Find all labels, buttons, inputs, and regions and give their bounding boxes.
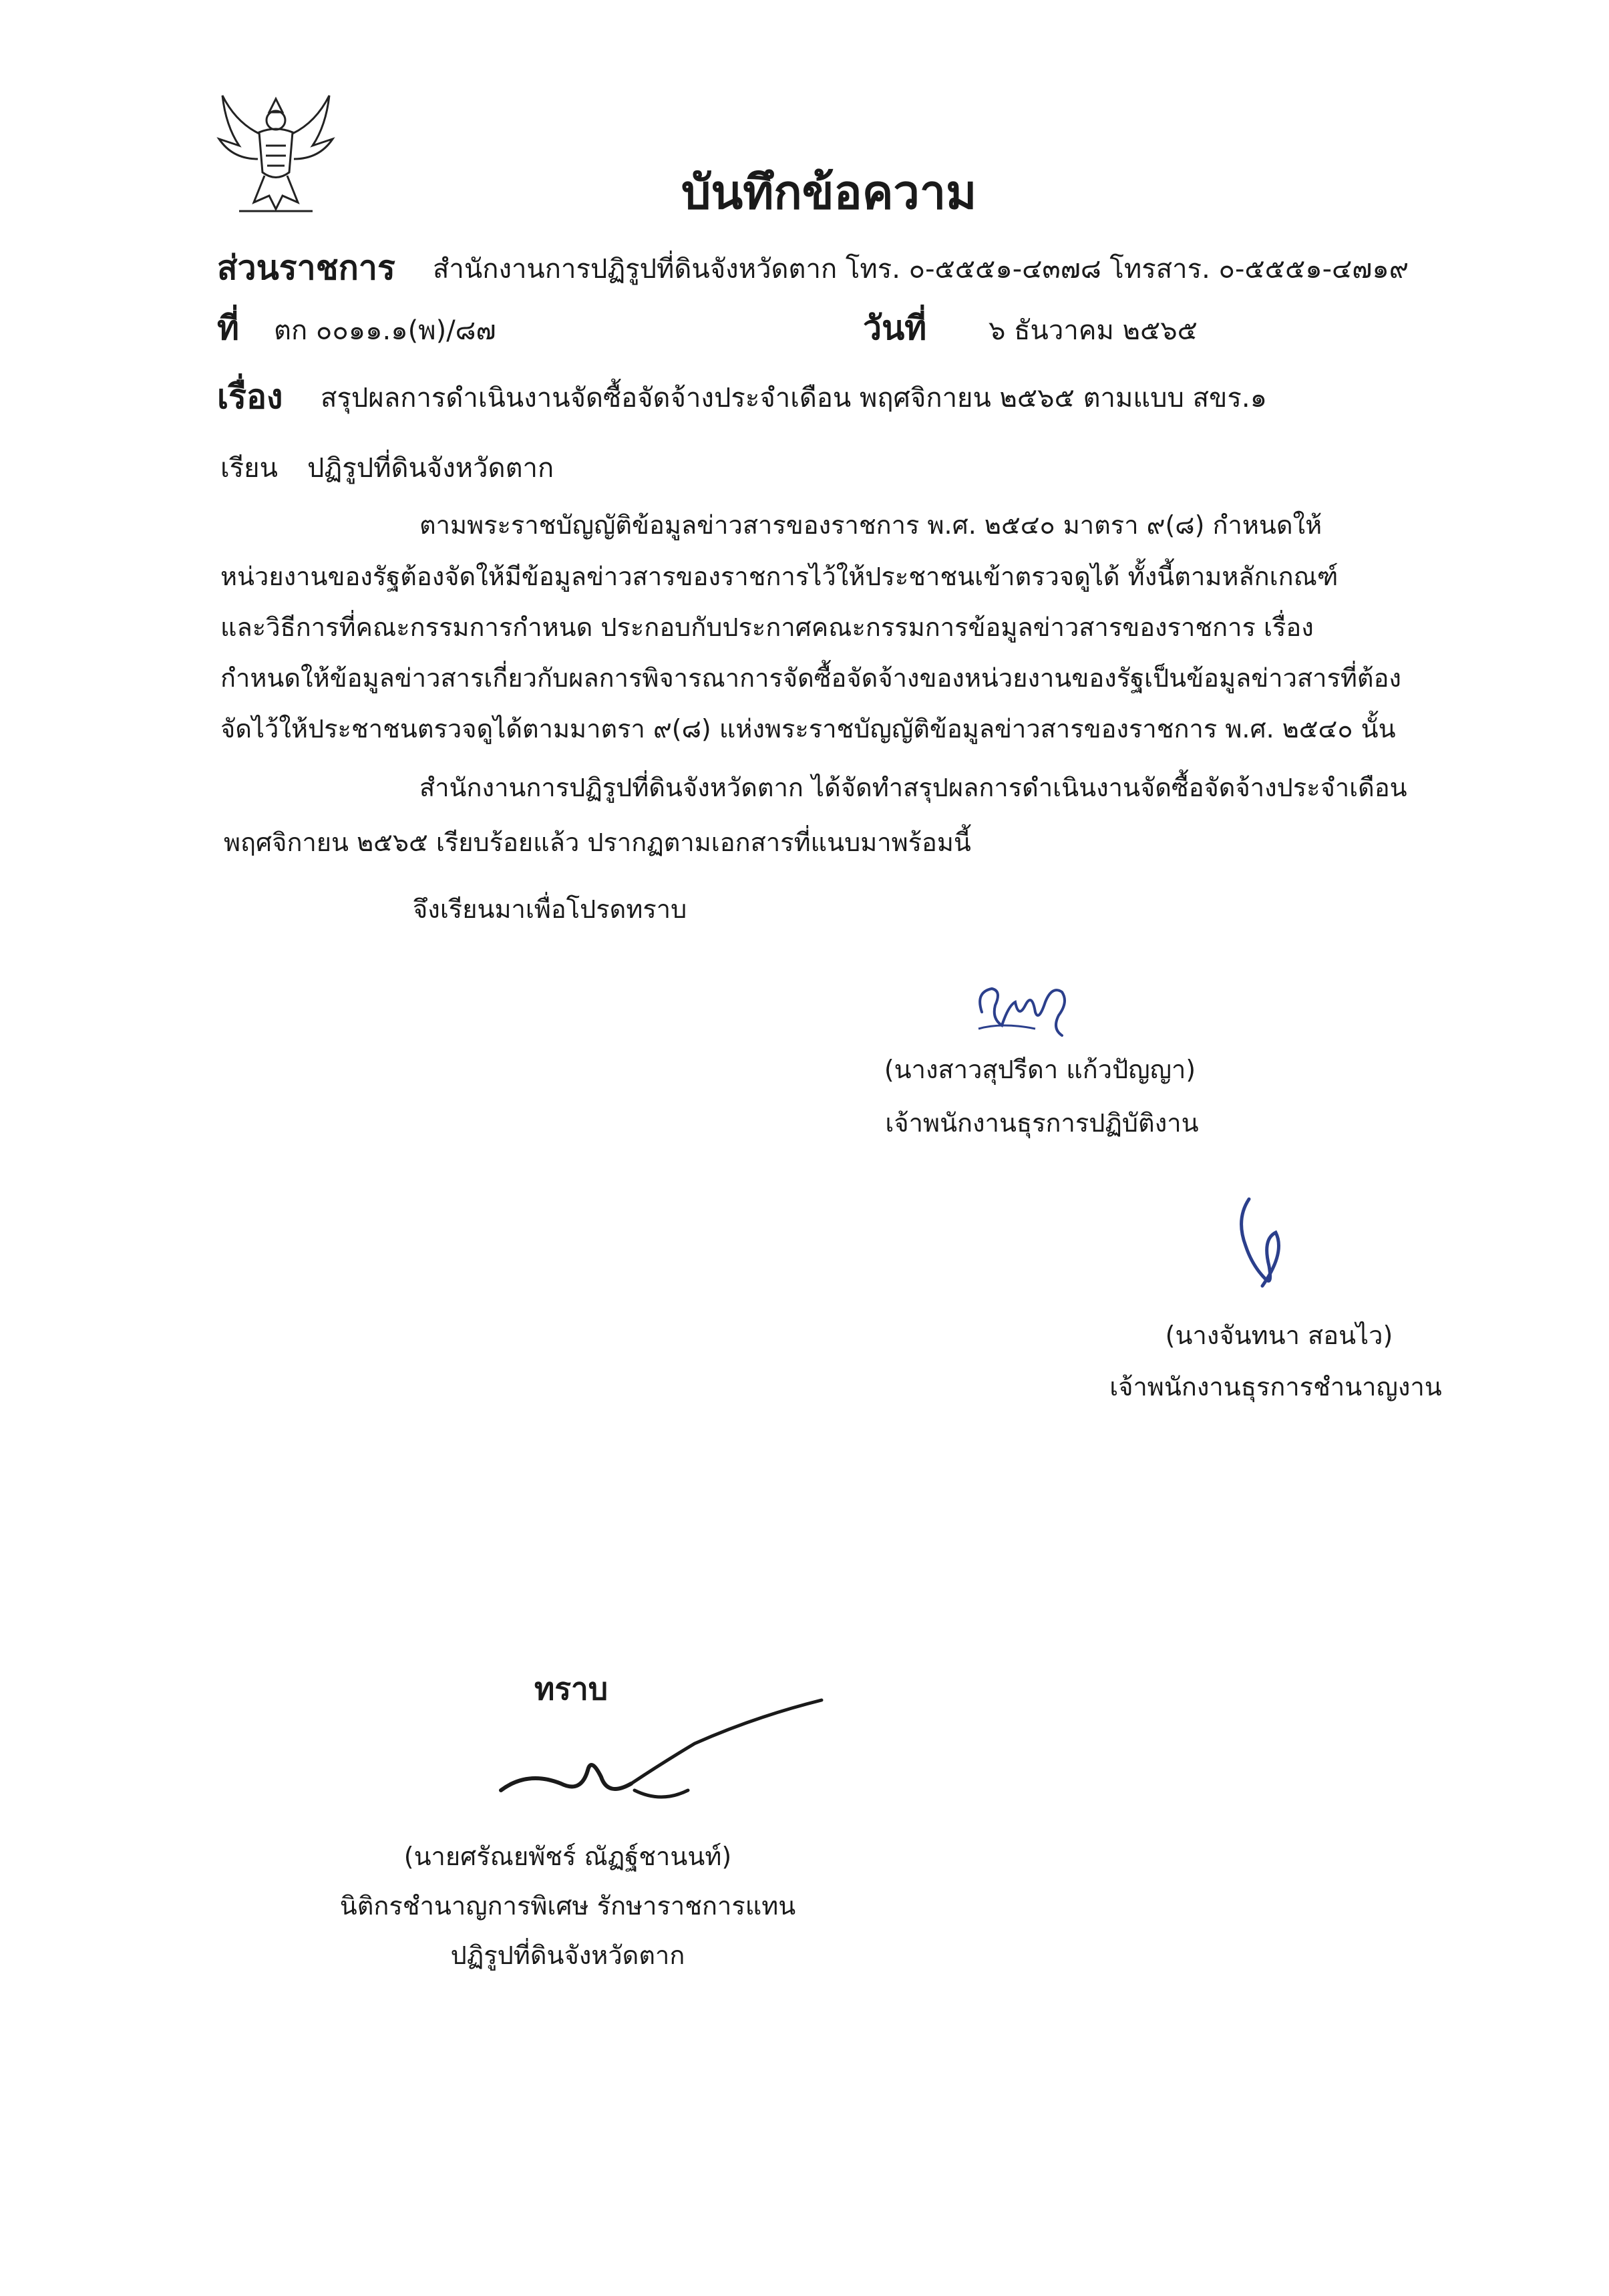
signatory-2-position: เจ้าพนักงานธุรการชำนาญงาน [1109,1372,1442,1402]
signatory-1-position: เจ้าพนักงานธุรการปฏิบัติงาน [885,1108,1199,1138]
body-line: สำนักงานการปฏิรูปที่ดินจังหวัดตาก ได้จัดทำสรุปผลการดำเนินงานจัดซื้อจัดจ้างประจำเดือน [419,773,1407,802]
subject-label: เรื่อง [217,377,283,416]
ref-label: ที่ [217,309,239,347]
memo-title: บันทึกข้อความ [681,165,977,220]
closing-line: จึงเรียนมาเพื่อโปรดทราบ [413,894,687,924]
signature-2-icon [1222,1186,1302,1306]
signature-1-icon [962,965,1089,1045]
signature-3-icon [488,1690,835,1817]
agency-label: ส่วนราชการ [217,249,395,287]
body-line: จัดไว้ให้ประชาชนตรวจดูได้ตามมาตรา ๙(๘) แห่งพระราชบัญญัติข้อมูลข่าวสารของราชการ พ.ศ. ๒๕๔๐ นั้น [220,714,1396,744]
ref-value: ตก ๐๐๑๑.๑(พ)/๘๗ [274,315,496,346]
to-value: ปฏิรูปที่ดินจังหวัดตาก [307,453,554,484]
body-line: หน่วยงานของรัฐต้องจัดให้มีข้อมูลข่าวสารของราชการไว้ให้ประชาชนเข้าตรวจดูได้ ทั้งนี้ตามหลักเกณฑ์ [220,562,1338,591]
ack-position-1: นิติกรชำนาญการพิเศษ รักษาราชการแทน [339,1891,796,1921]
body-line: กำหนดให้ข้อมูลข่าวสารเกี่ยวกับผลการพิจารณาการจัดซื้อจัดจ้างของหน่วยงานของรัฐเป็นข้อมูลข่าวสารที่ต้อง [220,663,1401,693]
date-value: ๖ ธันวาคม ๒๕๖๕ [989,315,1198,346]
date-label: วันที่ [863,309,927,347]
ack-name: (นายศรัณยพัชร์ ณัฏฐ์ชานนท์) [403,1842,732,1871]
ack-position-2: ปฏิรูปที่ดินจังหวัดตาก [450,1941,685,1970]
signatory-1-name: (นางสาวสุปรีดา แก้วปัญญา) [884,1055,1196,1084]
garuda-emblem-icon [212,86,339,219]
signatory-2-name: (นางจันทนา สอนไว) [1165,1321,1393,1350]
agency-value: สำนักงานการปฏิรูปที่ดินจังหวัดตาก โทร. ๐-๕๕๕๑-๔๓๗๘ โทรสาร. ๐-๕๕๕๑-๔๗๑๙ [433,254,1409,285]
body-line: และวิธีการที่คณะกรรมการกำหนด ประกอบกับประกาศคณะกรรมการข้อมูลข่าวสารของราชการ เรื่อง [220,613,1314,642]
ack-heading: ทราบ [534,1671,608,1707]
body-line: ตามพระราชบัญญัติข้อมูลข่าวสารของราชการ พ.ศ. ๒๕๔๐ มาตรา ๙(๘) กำหนดให้ [419,510,1322,540]
to-label: เรียน [220,453,278,484]
subject-value: สรุปผลการดำเนินงานจัดซื้อจัดจ้างประจำเดือน พฤศจิกายน ๒๕๖๕ ตามแบบ สขร.๑ [321,383,1267,414]
body-line: พฤศจิกายน ๒๕๖๕ เรียบร้อยแล้ว ปรากฏตามเอกสารที่แนบมาพร้อมนี้ [224,828,971,857]
